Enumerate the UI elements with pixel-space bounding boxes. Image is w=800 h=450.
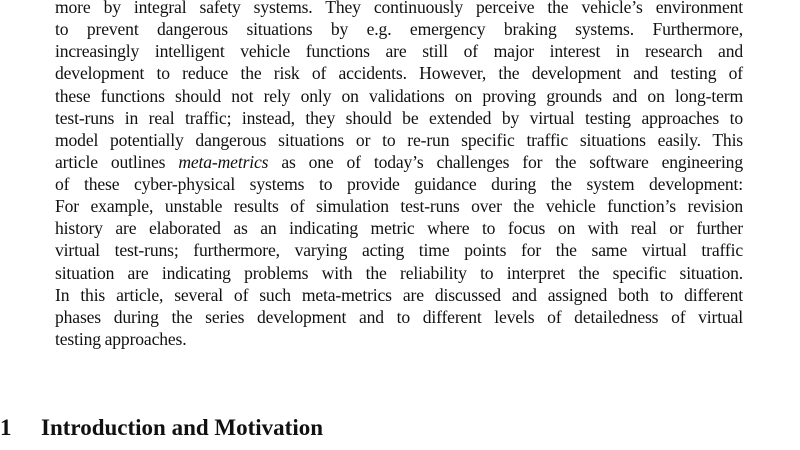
text-line: of these cyber-physical systems to provide guidance during the system development: — [55, 174, 743, 194]
emphasis-term: meta-metrics — [178, 151, 269, 172]
text-line: model potentially dangerous situations or to re-run specific traffic situations easily. This — [55, 129, 743, 150]
text-line: to prevent dangerous situations by e.g. emergency braking systems. Furthermore, — [55, 19, 743, 40]
text-line: situation are indicating problems with the reliability to interpret the specific situation. — [55, 262, 743, 283]
text-line — [55, 151, 743, 173]
text-line: virtual test-runs; furthermore, varying acting time points for the same virtual traffic — [55, 240, 743, 261]
text-line: test-runs in real traffic; instead, they should be extended by virtual testing approaches to — [55, 107, 743, 128]
section-number: 1 — [0, 415, 12, 440]
text-line: testing approaches. — [55, 328, 187, 349]
text-span: article outlines — [55, 151, 179, 172]
text-line: development to reduce the risk of accidents. However, the development and testing of — [55, 63, 743, 84]
abstract-text — [55, 0, 743, 350]
text-line: In this article, several of such meta-metrics are discussed and assigned both to different — [55, 284, 743, 305]
text-span: as one of today’s challenges for the software engineering — [268, 151, 743, 172]
text-line: more by integral safety systems. They continuously perceive the vehicle’s environment — [55, 0, 743, 17]
text-line: For example, unstable results of simulation test-runs over the vehicle function’s revision — [55, 196, 743, 217]
text-line: history are elaborated as an indicating metric where to focus on with real or further — [55, 218, 743, 239]
text-line: phases during the series development and to different levels of detailedness of virtual — [55, 306, 743, 327]
text-line: these functions should not rely only on validations on proving grounds and on long-term — [55, 85, 743, 106]
section-title: Introduction and Motivation — [41, 415, 324, 440]
text-line: increasingly intelligent vehicle functions are still of major interest in research and — [55, 41, 743, 62]
